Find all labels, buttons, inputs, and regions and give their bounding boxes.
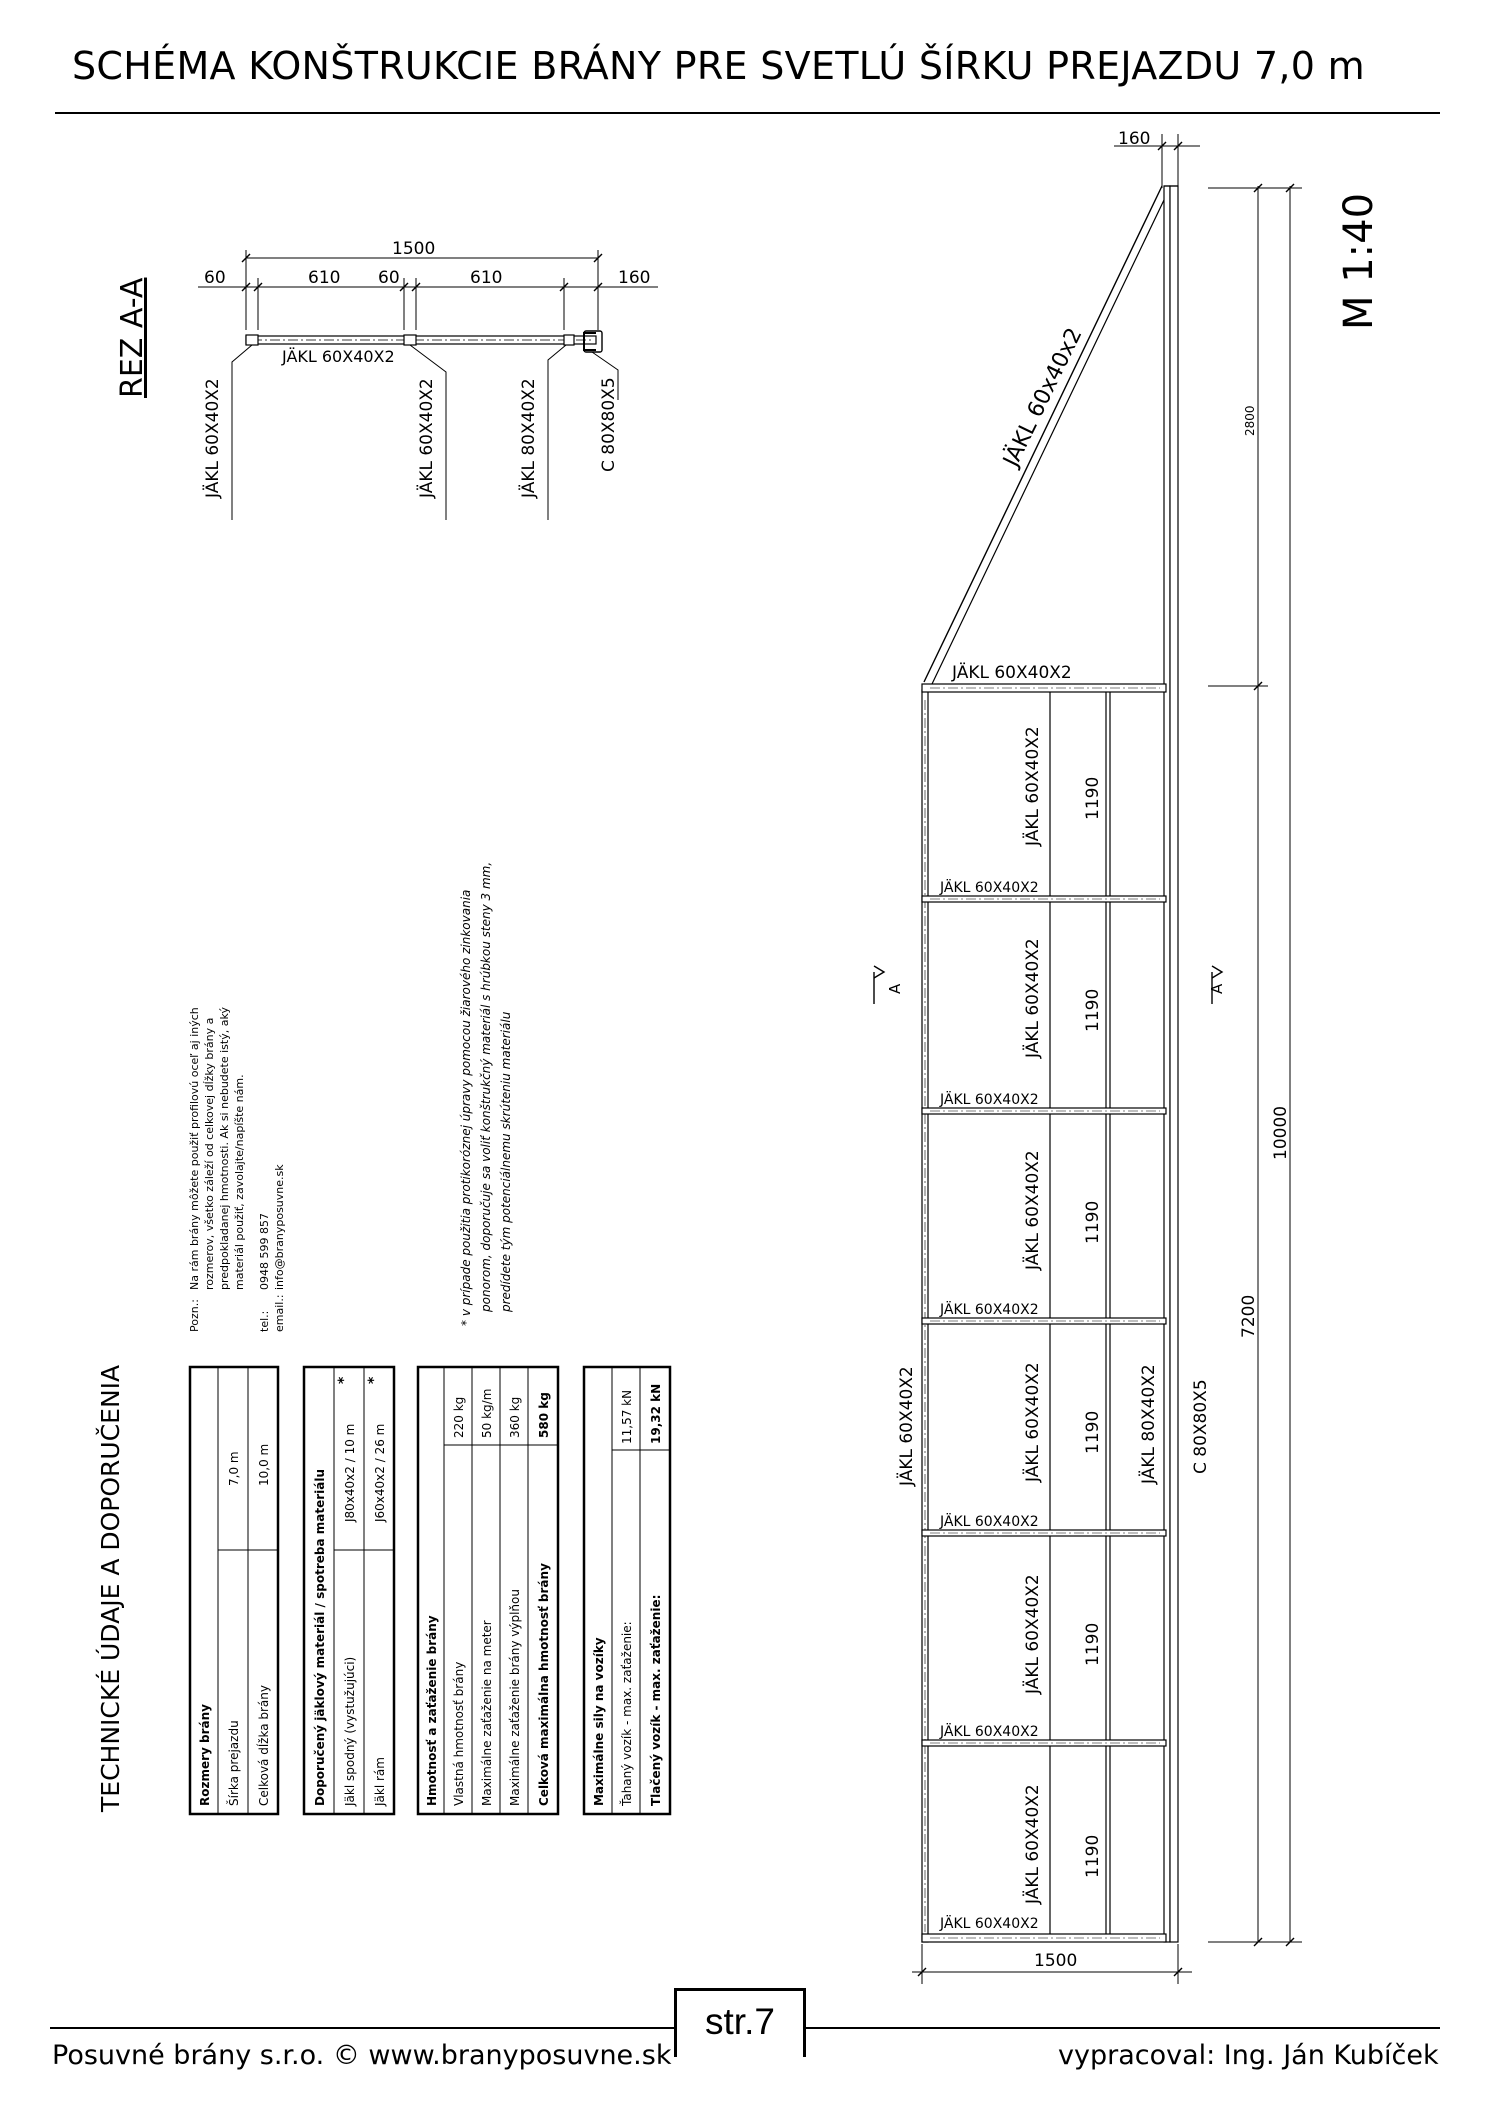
table1-title: Rozmery brány [198,1704,212,1806]
elev-right-post-label: C 80X80X5 [1191,1379,1211,1474]
elev-dim-7200: 7200 [1239,1294,1259,1338]
elev-left-post-label: JÄKL 60X40X2 [897,1366,917,1486]
table-dimensions [190,1367,278,1814]
section-dim-total: 1500 [392,239,436,259]
table3-r4-label: Celková maximálna hmotnosť brány [537,1563,551,1806]
table4-r2-value: 19,32 kN [649,1383,663,1444]
table3-r1-value: 220 kg [452,1396,466,1438]
table3-r2-label: Maximálne zaťaženie na meter [480,1620,494,1806]
table3-title: Hmotnosť a zaťaženie brány [425,1615,439,1806]
elev-panel-dim-1: 1190 [1083,776,1103,820]
footer-author: vypracoval: Ing. Ján Kubíček [1058,2040,1439,2071]
elev-panel-dim-5: 1190 [1083,1622,1103,1666]
table2-r1-value: J80x40x2 / 10 m [343,1423,357,1522]
table3-r3-value: 360 kg [508,1396,522,1438]
table2-r1-label: Jäkl spodný (vystužujúci) [343,1656,357,1806]
section-dim-2: 610 [308,268,341,288]
elev-rail-label-5: JÄKL 60X40X2 [940,1724,1039,1740]
elev-panel-label-1: JÄKL 60X40X2 [1023,726,1043,846]
elev-panel-label-3: JÄKL 60X40X2 [1023,1150,1043,1270]
elev-mid-post-label: JÄKL 80X40X2 [1139,1364,1159,1484]
section-beam-label: JÄKL 60X40X2 [282,347,395,366]
table2-r1-star: * [336,1376,352,1384]
section-a-a [115,239,658,520]
elev-dim-bottom: 1500 [1034,1951,1078,1971]
page-title: SCHÉMA KONŠTRUKCIE BRÁNY PRE SVETLÚ ŠÍRKU PREJAZDU 7,0 m [72,44,1365,88]
elev-rail-label-6: JÄKL 60X40X2 [940,1916,1039,1932]
page-number: str.7 [674,1988,806,2057]
elev-panel-label-6: JÄKL 60X40X2 [1023,1784,1043,1904]
asterisk-line-1: * v prípade použitia protikoróznej úpravy pomocou žiarového zinkovania [459,889,473,1326]
table3-r1-label: Vlastná hmotnosť brány [452,1661,466,1806]
table4-r1-label: Ťahaný vozík - max. zaťaženie: [620,1621,634,1806]
section-profile-3: JÄKL 80X40X2 [519,378,539,498]
table-material [304,1367,394,1814]
section-dim-1: 60 [204,268,226,288]
table1-r2-value: 10,0 m [257,1443,271,1486]
asterisk-line-3: predídete tým potenciálnemu skrúteniu materiálu [499,1011,513,1312]
elev-top-rail-label: JÄKL 60X40X2 [952,663,1072,683]
table2-r2-star: * [366,1376,382,1384]
elev-rail-label-2: JÄKL 60X40X2 [940,1092,1039,1108]
section-profile-1: JÄKL 60X40X2 [203,378,223,498]
table-forces [584,1367,670,1814]
note-line-2: rozmerov, všetko záleží od celkovej dĺžky brány a [203,1017,216,1290]
elev-panel-dim-2: 1190 [1083,988,1103,1032]
table3-r4-value: 580 kg [537,1392,551,1438]
section-mark-left: A [886,983,904,994]
table4-r2-label: Tlačený vozík - max. zaťaženie: [649,1594,663,1806]
elev-diagonal-label: JÄKL 60x40x2 [998,324,1088,471]
tel-value: 0948 599 857 [258,1213,271,1290]
elev-panel-dim-4: 1190 [1083,1410,1103,1454]
section-label: REZ A-A [115,277,150,398]
elev-dim-2800: 2800 [1243,405,1257,436]
email-value: info@branyposuvne.sk [273,1164,286,1290]
asterisk-note [459,862,513,1326]
elev-dim-top: 160 [1118,129,1151,149]
footer-company: Posuvné brány s.r.o. © www.branyposuvne.sk [52,2040,672,2071]
gate-elevation [874,129,1302,1984]
section-mark-right: A [1208,983,1226,994]
table1-r2-label: Celková dĺžka brány [257,1685,271,1806]
section-profile-2: JÄKL 60X40X2 [417,378,437,498]
section-dim-4: 610 [470,268,503,288]
tel-label: tel.: [258,1310,271,1332]
elev-rail-label-1: JÄKL 60X40X2 [940,880,1039,896]
elev-dim-10000: 10000 [1271,1105,1291,1160]
elev-panel-label-4: JÄKL 60X40X2 [1023,1362,1043,1482]
table2-r2-label: Jäkl rám [373,1757,387,1806]
table1-r1-label: Šírka prejazdu [227,1720,241,1806]
note-line-4: materiál použiť, zavolajte/napíšte nám. [233,1074,246,1290]
section-dim-3: 60 [378,268,400,288]
scale-label: M 1:40 [1336,192,1382,330]
tech-heading: TECHNICKÉ ÚDAJE A DOPORUČENIA [96,1364,125,1812]
elev-rail-label-4: JÄKL 60X40X2 [940,1514,1039,1530]
section-dim-5: 160 [618,268,651,288]
tech-data [95,862,670,1814]
asterisk-line-2: ponorom, doporučuje sa voliť konštrukčný materiál s hrúbkou steny 3 mm, [479,861,493,1312]
table4-title: Maximálne sily na vozíky [592,1637,606,1806]
elev-panel-label-2: JÄKL 60X40X2 [1023,938,1043,1058]
elev-panel-label-5: JÄKL 60X40X2 [1023,1574,1043,1694]
elev-rail-label-3: JÄKL 60X40X2 [940,1302,1039,1318]
table3-r2-value: 50 kg/m [480,1388,494,1438]
email-label: email.: [273,1294,286,1332]
note-block [188,1007,286,1332]
elev-panel-dim-3: 1190 [1083,1200,1103,1244]
table3-r3-label: Maximálne zaťaženie brány výplňou [508,1589,522,1806]
table1-r1-value: 7,0 m [227,1451,241,1486]
note-line-1: Na rám brány môžete použiť profilovú oceľ aj iných [188,1007,201,1290]
note-line-3: predpokladanej hmotnosti. Ak si nebudete istý, aký [218,1007,231,1290]
note-label: Pozn.: [188,1299,201,1332]
section-profile-4: C 80X80X5 [599,377,619,472]
table-weight [418,1367,558,1814]
table2-title: Doporučený jäklový materiál / spotreba materiálu [313,1468,327,1806]
table4-r1-value: 11,57 kN [620,1389,634,1444]
elev-panel-dim-6: 1190 [1083,1834,1103,1878]
table2-r2-value: J60x40x2 / 26 m [373,1423,387,1522]
